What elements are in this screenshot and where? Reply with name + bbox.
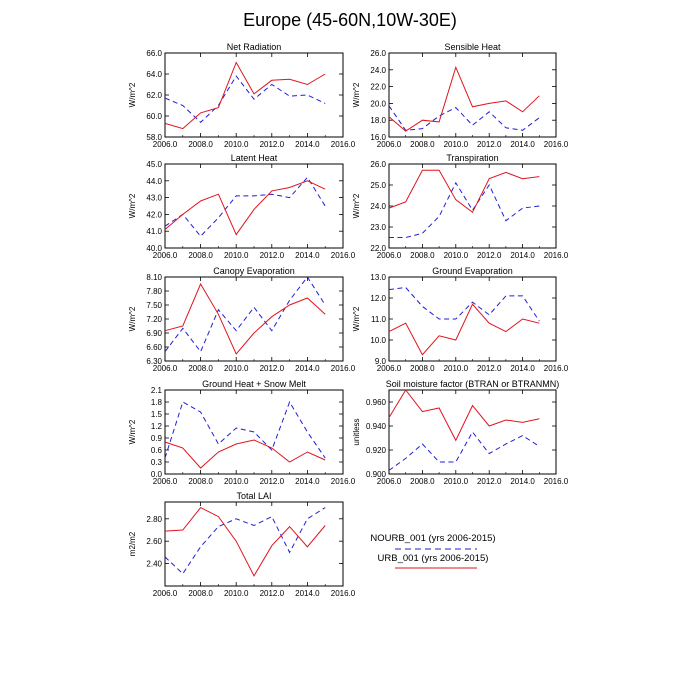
y-tick-label: 26.0: [370, 49, 386, 58]
x-tick-label: 2016.0: [330, 364, 356, 373]
y-axis-label: m2/m2: [128, 531, 137, 557]
x-tick-label: 2010.0: [223, 589, 249, 598]
panel-title: Net Radiation: [226, 42, 282, 52]
y-tick-label: 26.0: [370, 160, 386, 169]
x-tick-label: 2012.0: [476, 477, 502, 486]
x-tick-label: 2014.0: [510, 364, 535, 373]
plot-frame: [389, 164, 556, 248]
x-tick-label: 2012.0: [476, 140, 502, 149]
panel-5: [352, 266, 569, 373]
plot-frame: [165, 164, 343, 248]
x-tick-label: 2014.0: [295, 364, 320, 373]
y-tick-label: 1.5: [150, 410, 162, 419]
y-tick-label: 24.0: [370, 65, 386, 75]
series-line-nourb: [165, 177, 325, 236]
x-tick-label: 2008.0: [188, 589, 213, 598]
y-tick-label: 8.10: [146, 273, 162, 282]
x-tick-label: 2008.0: [188, 251, 213, 260]
y-tick-label: 2.1: [150, 386, 162, 395]
y-tick-label: 44.0: [146, 176, 162, 186]
panel-6: [128, 379, 356, 486]
y-tick-label: 45.0: [146, 160, 162, 169]
y-axis-label: unitless: [352, 418, 361, 446]
series-line-urb: [389, 67, 539, 131]
x-tick-label: 2008.0: [188, 140, 213, 149]
y-tick-label: 20.0: [370, 99, 386, 109]
y-axis-label: W/m^2: [352, 82, 361, 108]
series-line-nourb: [389, 432, 539, 470]
y-tick-label: 2.40: [146, 559, 162, 569]
x-tick-label: 2014.0: [295, 589, 320, 598]
y-tick-label: 0.900: [365, 470, 386, 479]
x-tick-label: 2016.0: [543, 364, 569, 373]
panel-3: [352, 153, 569, 260]
x-tick-label: 2008.0: [188, 364, 213, 373]
x-tick-label: 2006.0: [376, 477, 402, 486]
x-tick-label: 2010.0: [223, 140, 249, 149]
x-tick-label: 2010.0: [223, 477, 249, 486]
series-line-urb: [389, 390, 539, 440]
y-tick-label: 0.920: [365, 446, 386, 455]
legend: [370, 533, 495, 568]
x-tick-label: 2012.0: [259, 140, 285, 149]
y-tick-label: 6.30: [146, 357, 162, 366]
x-tick-label: 2006.0: [152, 364, 178, 373]
x-tick-label: 2014.0: [295, 140, 320, 149]
y-axis-label: W/m^2: [128, 419, 137, 445]
y-tick-label: 60.0: [146, 112, 162, 121]
y-tick-label: 1.8: [150, 398, 162, 407]
y-tick-label: 16.0: [370, 133, 386, 142]
y-tick-label: 43.0: [146, 193, 162, 203]
x-tick-label: 2006.0: [376, 364, 402, 373]
y-tick-label: 41.0: [146, 227, 162, 237]
x-tick-label: 2006.0: [152, 589, 178, 598]
x-tick-label: 2006.0: [376, 140, 402, 149]
x-tick-label: 2016.0: [543, 251, 569, 260]
y-tick-label: 0.3: [150, 458, 162, 467]
x-tick-label: 2010.0: [443, 251, 469, 260]
series-line-urb: [165, 181, 325, 235]
y-tick-label: 11.0: [371, 315, 386, 324]
y-tick-label: 0.940: [365, 422, 386, 431]
y-axis-label: W/m^2: [128, 82, 137, 108]
x-tick-label: 2014.0: [510, 477, 535, 486]
panel-title: Sensible Heat: [444, 42, 501, 52]
y-tick-label: 12.0: [370, 294, 386, 303]
y-tick-label: 40.0: [146, 244, 162, 253]
x-tick-label: 2012.0: [476, 364, 502, 373]
series-line-urb: [389, 170, 539, 212]
y-tick-label: 0.9: [150, 434, 162, 443]
x-tick-label: 2008.0: [410, 140, 435, 149]
plot-frame: [165, 502, 343, 586]
y-tick-label: 13.0: [370, 273, 386, 282]
x-tick-label: 2016.0: [543, 477, 569, 486]
panel-title: Canopy Evaporation: [213, 266, 295, 276]
legend-label-nourb: NOURB_001 (yrs 2006-2015): [370, 533, 496, 544]
plot-frame: [389, 390, 556, 474]
x-tick-label: 2014.0: [295, 477, 320, 486]
plot-frame: [389, 277, 556, 361]
y-axis-label: W/m^2: [352, 193, 361, 219]
y-tick-label: 58.0: [146, 133, 162, 142]
x-tick-label: 2014.0: [510, 140, 535, 149]
y-axis-label: W/m^2: [128, 193, 137, 219]
y-axis-label: W/m^2: [352, 306, 361, 332]
series-line-urb: [165, 440, 325, 468]
y-tick-label: 0.0: [150, 470, 162, 479]
y-axis-label: W/m^2: [128, 306, 137, 332]
x-tick-label: 2008.0: [410, 251, 435, 260]
y-tick-label: 7.80: [146, 287, 162, 296]
series-line-nourb: [389, 106, 539, 130]
x-tick-label: 2012.0: [259, 251, 285, 260]
y-tick-label: 23.0: [370, 223, 386, 232]
y-tick-label: 22.0: [370, 244, 386, 253]
x-tick-label: 2012.0: [259, 364, 285, 373]
y-tick-label: 42.0: [146, 210, 162, 220]
y-tick-label: 7.50: [146, 301, 162, 310]
series-line-nourb: [165, 508, 325, 574]
plot-frame: [165, 53, 343, 137]
series-line-nourb: [165, 402, 325, 458]
x-tick-label: 2010.0: [223, 251, 249, 260]
series-line-urb: [389, 304, 539, 354]
x-tick-label: 2010.0: [443, 140, 469, 149]
panel-title: Soil moisture factor (BTRAN or BTRANMN): [385, 379, 560, 389]
panel-title: Ground Heat + Snow Melt: [202, 379, 306, 389]
y-tick-label: 0.6: [150, 446, 162, 455]
series-line-nourb: [165, 277, 325, 352]
y-tick-label: 22.0: [370, 82, 386, 92]
series-line-nourb: [389, 288, 539, 322]
x-tick-label: 2008.0: [410, 364, 435, 373]
x-tick-label: 2012.0: [476, 251, 502, 260]
y-tick-label: 2.80: [146, 514, 162, 524]
x-tick-label: 2006.0: [152, 477, 178, 486]
series-line-urb: [165, 508, 325, 576]
y-tick-label: 24.0: [370, 202, 386, 211]
x-tick-label: 2008.0: [188, 477, 213, 486]
x-tick-label: 2016.0: [330, 251, 356, 260]
y-tick-label: 64.0: [146, 70, 162, 79]
x-tick-label: 2006.0: [376, 251, 402, 260]
y-tick-label: 9.0: [374, 357, 386, 366]
panel-7: [352, 379, 569, 486]
y-tick-label: 2.60: [146, 537, 162, 547]
panels: [128, 42, 569, 598]
x-tick-label: 2006.0: [152, 251, 178, 260]
plot-frame: [165, 277, 343, 361]
x-tick-label: 2012.0: [259, 477, 285, 486]
y-tick-label: 25.0: [370, 181, 386, 190]
y-tick-label: 6.90: [146, 329, 162, 338]
x-tick-label: 2006.0: [152, 140, 178, 149]
panel-title: Transpiration: [446, 153, 499, 163]
panel-title: Total LAI: [236, 491, 272, 501]
x-tick-label: 2016.0: [330, 589, 356, 598]
panel-8: [128, 491, 356, 598]
x-tick-label: 2010.0: [443, 477, 469, 486]
x-tick-label: 2016.0: [330, 477, 356, 486]
panel-1: [352, 42, 569, 149]
x-tick-label: 2016.0: [330, 140, 356, 149]
y-tick-label: 7.20: [146, 315, 162, 324]
y-tick-label: 18.0: [370, 116, 386, 126]
panel-title: Latent Heat: [230, 153, 278, 163]
y-tick-label: 10.0: [370, 336, 386, 345]
panel-0: [128, 42, 356, 149]
y-tick-label: 62.0: [146, 91, 162, 100]
y-tick-label: 1.2: [150, 422, 162, 431]
main-title: Europe (45-60N,10W-30E): [243, 10, 457, 30]
y-tick-label: 0.960: [365, 398, 386, 407]
panel-2: [128, 153, 356, 260]
legend-label-urb: URB_001 (yrs 2006-2015): [377, 553, 489, 564]
y-tick-label: 66.0: [146, 49, 162, 58]
x-tick-label: 2008.0: [410, 477, 435, 486]
y-tick-label: 6.60: [146, 343, 162, 352]
panel-title: Ground Evaporation: [432, 266, 513, 276]
x-tick-label: 2014.0: [510, 251, 535, 260]
x-tick-label: 2014.0: [295, 251, 320, 260]
x-tick-label: 2016.0: [543, 140, 569, 149]
x-tick-label: 2010.0: [223, 364, 249, 373]
x-tick-label: 2010.0: [443, 364, 469, 373]
x-tick-label: 2012.0: [259, 589, 285, 598]
panel-4: [128, 266, 356, 373]
